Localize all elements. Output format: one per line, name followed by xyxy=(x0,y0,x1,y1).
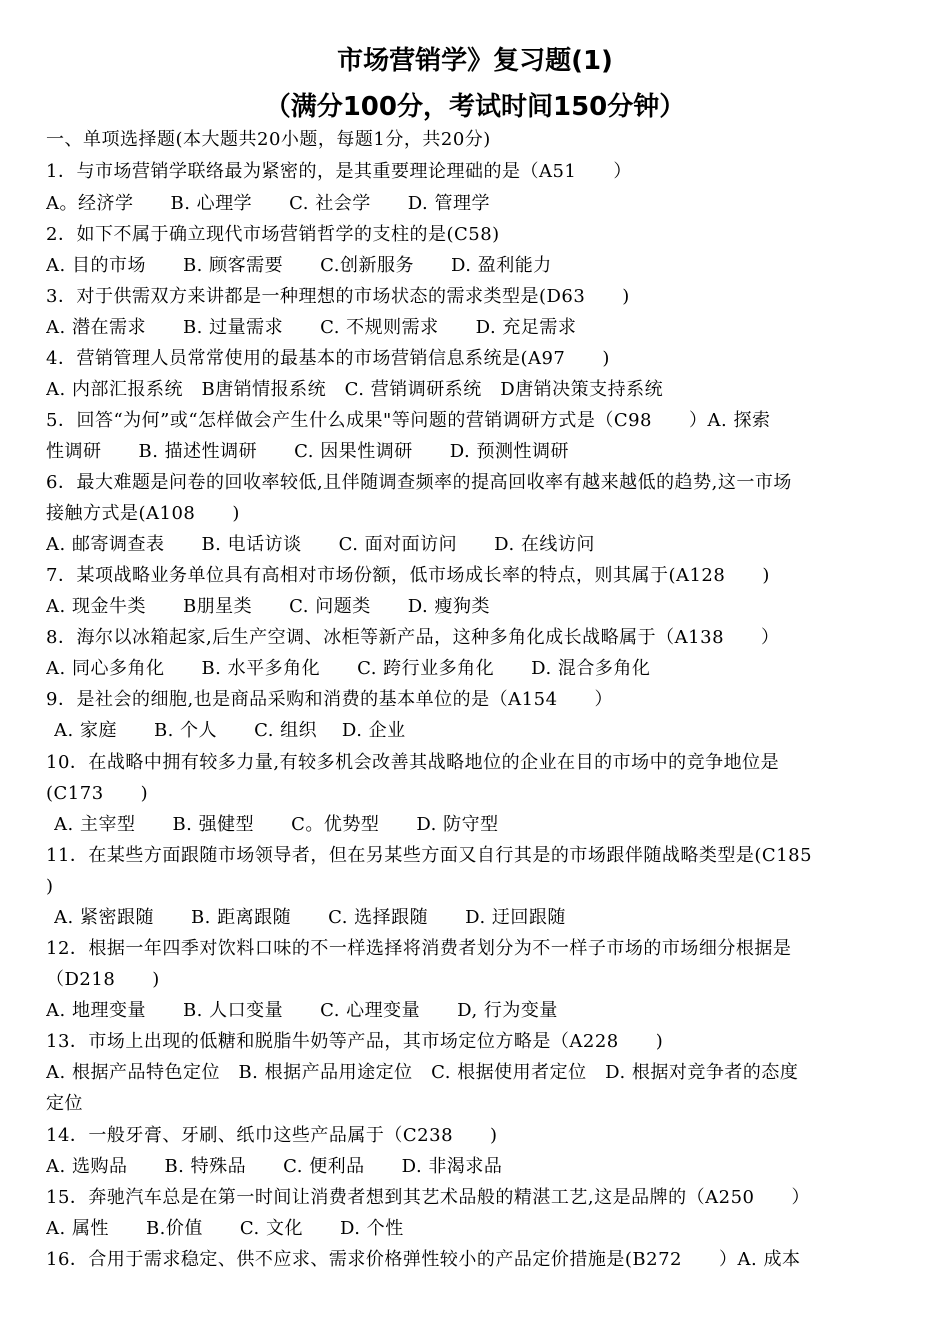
question-line: 16．合用于需求稳定、供不应求、需求价格弹性较小的产品定价措施是(B272 ）A. 成本 xyxy=(46,1249,801,1270)
question-line-continued: （D218 ) xyxy=(46,969,160,990)
question-line: 3．对于供需双方来讲都是一种理想的市场状态的需求类型是(D63 ) xyxy=(46,286,630,307)
question-line: 13．市场上出现的低糖和脱脂牛奶等产品，其市场定位方略是（A228 ) xyxy=(46,1031,664,1052)
option-line: A. 目的市场 B. 顾客需要 C.创新服务 D. 盈利能力 xyxy=(46,255,552,276)
question-line: 5．回答“为何”或“怎样做会产生什么成果"等问题的营销调研方式是（C98 ）A. 探索 xyxy=(46,410,771,431)
document-title: 市场营销学》复习题(1) xyxy=(337,46,613,76)
option-line: A。经济学 B. 心理学 C. 社会学 D. 管理学 xyxy=(46,193,490,214)
question-line: 8．海尔以冰箱起家,后生产空调、冰柜等新产品，这种多角化成长战略属于（A138 ） xyxy=(46,627,780,648)
option-line-continued: 定位 xyxy=(46,1093,83,1114)
question-line: 2．如下不属于确立现代市场营销哲学的支柱的是(C58) xyxy=(46,224,500,245)
option-line: A. 属性 B.价值 C. 文化 D. 个性 xyxy=(46,1218,404,1239)
question-line-continued: 接触方式是(A108 ) xyxy=(46,503,240,524)
document-subtitle: （满分100分，考试时间150分钟） xyxy=(264,92,686,122)
question-line: 9．是社会的细胞,也是商品采购和消费的基本单位的是（A154 ） xyxy=(46,689,614,710)
question-line: 7．某项战略业务单位具有高相对市场份额，低市场成长率的特点，则其属于(A128 ) xyxy=(46,565,770,586)
question-line: 11．在某些方面跟随市场领导者，但在另某些方面又自行其是的市场跟伴随战略类型是(C185 xyxy=(46,845,813,866)
question-line: 6．最大难题是问卷的回收率较低,且伴随调查频率的提高回收率有越来越低的趋势,这一市场 xyxy=(46,472,792,493)
option-line: A. 主宰型 B. 强健型 C。优势型 D. 防守型 xyxy=(54,814,499,835)
option-line: A. 选购品 B. 特殊品 C. 便利品 D. 非渴求品 xyxy=(46,1156,503,1177)
option-line: A. 紧密跟随 B. 距离跟随 C. 选择跟随 D. 迂回跟随 xyxy=(54,907,566,928)
option-line: A. 邮寄调查表 B. 电话访谈 C. 面对面访问 D. 在线访问 xyxy=(46,534,595,555)
option-line: A. 家庭 B. 个人 C. 组织 D. 企业 xyxy=(54,720,406,741)
question-line-continued: 性调研 B. 描述性调研 C. 因果性调研 D. 预测性调研 xyxy=(46,441,569,462)
question-line: 10．在战略中拥有较多力量,有较多机会改善其战略地位的企业在目的市场中的竞争地位是 xyxy=(46,752,780,773)
question-line-continued: (C173 ) xyxy=(46,783,149,804)
question-line: 14．一般牙膏、牙刷、纸巾这些产品属于（C238 ) xyxy=(46,1125,498,1146)
option-line: A. 内部汇报系统 B唐销情报系统 C. 营销调研系统 D唐销决策支持系统 xyxy=(46,379,664,400)
question-line: 12．根据一年四季对饮料口味的不一样选择将消费者划分为不一样子市场的市场细分根据是 xyxy=(46,938,792,959)
option-line: A. 潜在需求 B. 过量需求 C. 不规则需求 D. 充足需求 xyxy=(46,317,577,338)
option-line: A. 同心多角化 B. 水平多角化 C. 跨行业多角化 D. 混合多角化 xyxy=(46,658,651,679)
question-line-continued: ) xyxy=(46,876,54,897)
option-line: A. 根据产品特色定位 B. 根据产品用途定位 C. 根据使用者定位 D. 根据对竞争者的态度 xyxy=(46,1062,799,1083)
question-line: 4．营销管理人员常常使用的最基本的市场营销信息系统是(A97 ) xyxy=(46,348,610,369)
question-line: 15．奔驰汽车总是在第一时间让消费者想到其艺术品般的精湛工艺,这是品牌的（A250 ） xyxy=(46,1187,810,1208)
question-line: 1．与市场营销学联络最为紧密的，是其重要理论理础的是（A51 ） xyxy=(46,161,632,182)
section-heading: 一、单项选择题(本大题共20小题，每题1分，共20分) xyxy=(46,129,491,150)
option-line: A. 地理变量 B. 人口变量 C. 心理变量 D, 行为变量 xyxy=(46,1000,558,1021)
option-line: A. 现金牛类 B朋星类 C. 问题类 D. 瘦狗类 xyxy=(46,596,490,617)
